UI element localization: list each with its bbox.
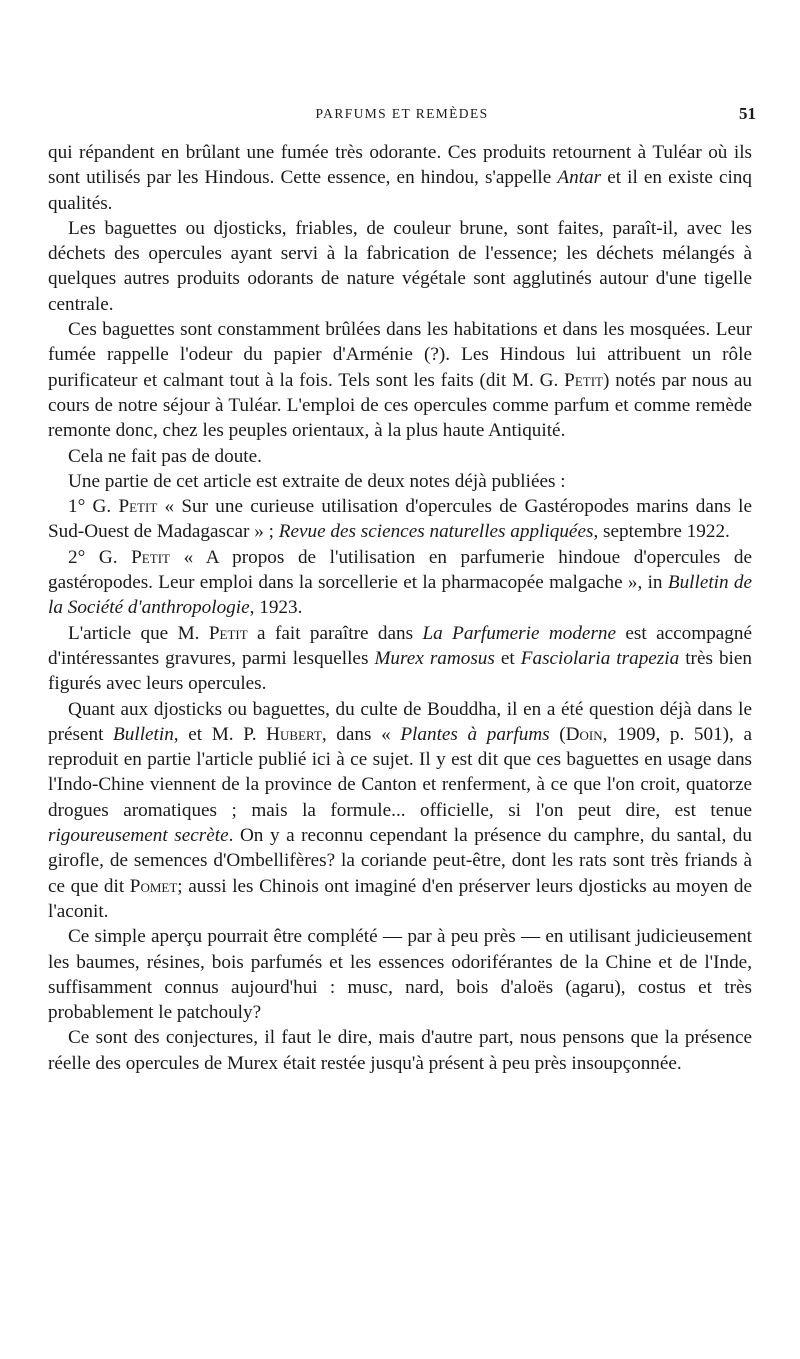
text-run: et il en existe cinq qualités. (48, 167, 752, 214)
small-caps-name: Petit (564, 369, 603, 391)
text-run: ; aussi les Chinois ont imaginé d'en préserver leurs djosticks au moyen de l'aconit. (48, 875, 752, 922)
text-run: L'article que M. (68, 622, 209, 644)
text-run: Quant aux djosticks ou baguettes, du culte de Bouddha, il en a été question déjà dans le présent (48, 698, 752, 745)
italic-text: Revue des sciences naturelles appliquées (278, 521, 594, 543)
paragraph (48, 621, 752, 697)
paragraph (48, 924, 752, 1025)
text-run: , et M. P. (173, 723, 267, 745)
text-run: Cela ne fait pas de doute. (68, 445, 262, 467)
text-run: , dans « (321, 723, 401, 745)
text-run: a fait paraître dans (247, 622, 423, 644)
paragraph (48, 216, 752, 317)
text-run: 1° G. (68, 496, 119, 518)
body-text (48, 140, 752, 1076)
text-run: Une partie de cet article est extraite de deux notes déjà publiées : (68, 470, 566, 492)
small-caps-name: Petit (208, 622, 248, 644)
italic-text: Fasciolaria trapezia (520, 647, 680, 669)
small-caps-name: Petit (118, 496, 158, 518)
paragraph (48, 494, 752, 545)
italic-text: Bulletin de la Société d'anthropologie (48, 572, 753, 619)
italic-text: rigoureusement secrète (48, 825, 229, 847)
text-run: est accompagné d'intéressantes gravures, parmi lesquelles (48, 622, 753, 669)
paragraph (48, 444, 752, 469)
small-caps-name: Pomet (129, 875, 178, 897)
paragraph (48, 1025, 752, 1076)
running-title: PARFUMS ET REMÈDES (315, 106, 489, 121)
text-run: « Sur une curieuse utilisation d'opercules de Gastéropodes marins dans le Sud-Ouest de Madagascar » ; (48, 496, 753, 543)
italic-text: Antar (557, 167, 602, 189)
text-run: Ces baguettes sont constamment brûlées dans les habitations et dans les mosquées. Leur fumée rappelle l'odeur du papier d'Arménie (?). Les Hindous lui attribuent un rôle purificateur et calmant tout à la fois. Tels sont les faits (dit M. G. (48, 319, 752, 391)
text-run: très bien figurés avec leurs opercules. (48, 647, 752, 695)
text-run: Les baguettes ou djosticks, friables, de couleur brune, sont faites, paraît-il, avec les déchets des opercules ayant servi à la fabrication de l'essence; les déchets mélangés à quelques autres produits odorants de nature végétale sont agglutinés autour d'une tigelle centrale. (48, 217, 752, 315)
text-run: Ce sont des conjectures, il faut le dire, mais d'autre part, nous pensons que la présence réelle des opercules de Murex était restée jusqu'à présent à peu près insoupçonnée. (48, 1027, 752, 1074)
paragraph (48, 317, 752, 443)
small-caps-name: Petit (131, 546, 170, 568)
italic-text: Murex ramosus (374, 647, 495, 669)
paragraph (48, 469, 752, 494)
text-run: , 1909, p. 501), a reproduit en partie l'article publié ici à ce sujet. Il y est dit que ces baguettes en usage dans l'Indo-Chine viennent de la province de Canton et renferment, à ce que l'on croit, quatorze drogues aromatiques ; mais la formule... officielle, si l'on peut dire, est tenue (48, 723, 753, 821)
paragraph (48, 140, 752, 216)
text-run: ( (549, 723, 566, 745)
text-run: qui répandent en brûlant une fumée très odorante. Ces produits retournent à Tuléar où ils sont utilisés par les Hindous. Cette essence, en hindou, s'appelle (48, 142, 752, 189)
paragraph (48, 697, 752, 925)
text-run: et (494, 647, 521, 669)
page-number: 51 (739, 104, 756, 123)
small-caps-name: Doin (565, 723, 603, 745)
text-run: , septembre 1922. (593, 521, 730, 543)
small-caps-name: Hubert (266, 723, 322, 745)
text-run: Ce simple aperçu pourrait être complété — par à peu près — en utilisant judicieusement les baumes, résines, bois parfumés et les essences odoriférantes de la Chine et de l'Inde, suffisamment connus aujourd'hui : musc, nard, bois d'aloës (agaru), costus et très probablement le patchouly? (48, 926, 752, 1024)
page-header (48, 104, 756, 128)
text-run: 2° G. (68, 546, 132, 568)
italic-text: Bulletin (113, 723, 174, 745)
text-run: , 1923. (249, 597, 303, 619)
italic-text: La Parfumerie moderne (422, 622, 617, 644)
text-run: « A propos de l'utilisation en parfumerie hindoue d'opercules de gastéropodes. Leur emploi dans la sorcellerie et la pharmacopée malgache », in (48, 546, 753, 594)
text-run: . On y a reconnu cependant la présence du camphre, du santal, du girofle, de semences d'Ombellifères? la coriande peut-être, dont les rats sont très friands à ce que dit (48, 825, 752, 897)
italic-text: Plantes à parfums (400, 723, 550, 745)
text-run: ) notés par nous au cours de notre séjour à Tuléar. L'emploi de ces opercules comme parfum et comme remède remonte donc, chez les peuples orientaux, à la plus haute Antiquité. (48, 369, 753, 442)
paragraph (48, 545, 752, 621)
